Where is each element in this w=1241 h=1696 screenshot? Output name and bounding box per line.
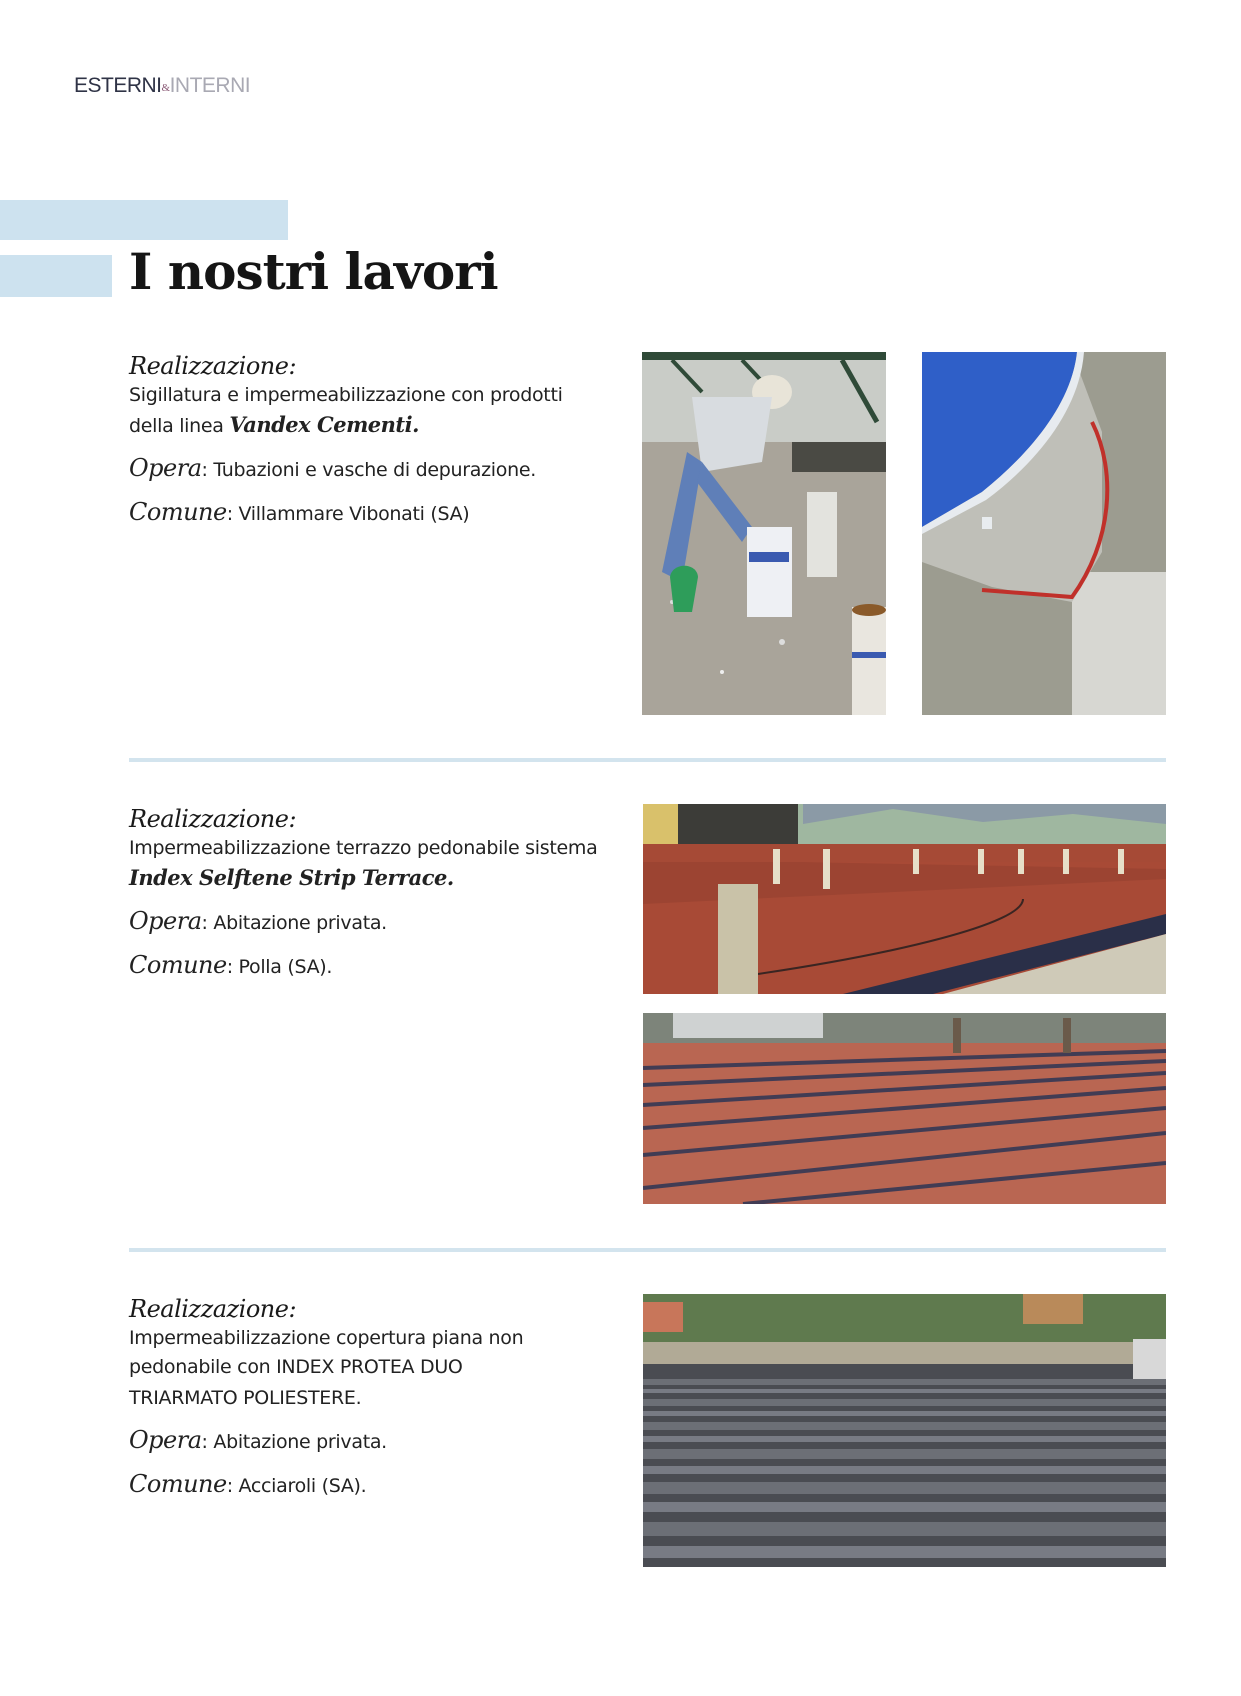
comune-value: : Acciaroli (SA). — [226, 1475, 367, 1497]
page-number-mark — [624, 1688, 630, 1696]
label-opera: Opera — [129, 1426, 202, 1454]
description-text: Impermeabilizzazione terrazzo pedonabile sistema — [129, 837, 598, 859]
comune-row — [129, 950, 609, 982]
section-divider-2 — [129, 1248, 1166, 1252]
comune-row — [129, 1469, 609, 1501]
brand-esterni: ESTERNI — [74, 74, 162, 97]
entry-description — [129, 834, 609, 894]
label-opera: Opera — [129, 907, 202, 935]
page-title: I nostri lavori — [129, 242, 498, 301]
label-realizzazione: Realizzazione: — [129, 805, 297, 833]
opera-row — [129, 1425, 609, 1457]
entry-2 — [129, 804, 609, 982]
entry-description — [129, 1324, 549, 1413]
accent-bar-top — [0, 200, 288, 240]
section-divider-1 — [129, 758, 1166, 762]
product-name: Index Selftene Strip Terrace. — [129, 865, 454, 890]
opera-row — [129, 453, 609, 485]
comune-value: : Polla (SA). — [226, 956, 333, 978]
label-comune: Comune — [129, 1470, 227, 1498]
photo-worker — [642, 352, 886, 715]
label-realizzazione: Realizzazione: — [129, 352, 297, 380]
photo-terrace-red — [643, 804, 1166, 994]
label-opera: Opera — [129, 454, 202, 482]
brand-logo — [74, 74, 250, 98]
description-text: Impermeabilizzazione copertura piana non pedonabile con INDEX PROTEA DUO TRIARMATO POLIESTERE. — [129, 1327, 524, 1409]
entry-1 — [129, 351, 609, 529]
description-text: Sigillatura e impermeabilizzazione con prodotti della linea — [129, 384, 563, 437]
opera-row — [129, 906, 609, 938]
brand-interni: INTERNI — [169, 74, 251, 97]
accent-bar-bottom — [0, 255, 112, 297]
photo-tank — [922, 352, 1166, 715]
product-name: Vandex Cementi. — [229, 412, 419, 437]
brand-ampersand: & — [161, 82, 170, 94]
label-comune: Comune — [129, 951, 227, 979]
opera-value: : Abitazione privata. — [201, 1431, 387, 1453]
label-realizzazione: Realizzazione: — [129, 1295, 297, 1323]
photo-terrace-strips — [643, 1013, 1166, 1204]
comune-value: : Villammare Vibonati (SA) — [226, 503, 470, 525]
entry-description — [129, 381, 609, 441]
opera-value: : Abitazione privata. — [201, 912, 387, 934]
comune-row — [129, 497, 609, 529]
opera-value: : Tubazioni e vasche di depurazione. — [201, 459, 536, 481]
entry-3 — [129, 1294, 609, 1501]
label-comune: Comune — [129, 498, 227, 526]
photo-flat-roof — [643, 1294, 1166, 1567]
